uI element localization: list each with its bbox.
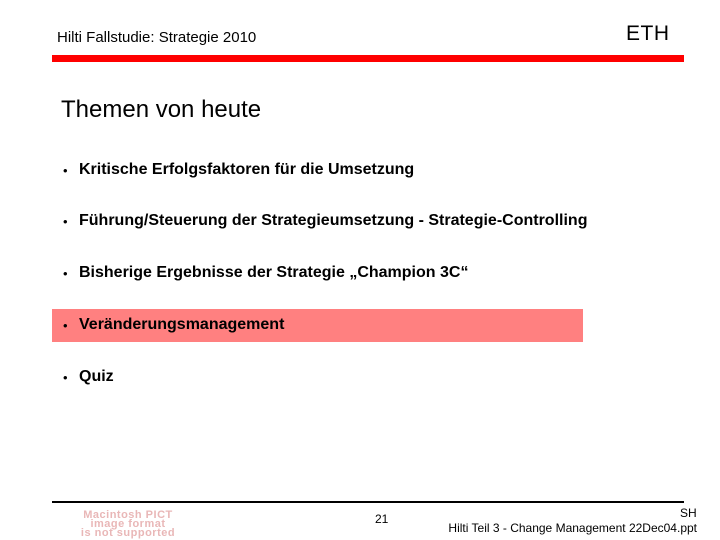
placeholder-line: Macintosh PICT [83, 509, 173, 521]
placeholder-line: is not supported [80, 527, 176, 539]
bullet-item [63, 212, 587, 230]
bullet-text: Kritische Erfolgsfaktoren für die Umsetzung [79, 161, 415, 178]
page-number: 21 [375, 512, 389, 526]
slide-header-title: Hilti Fallstudie: Strategie 2010 [57, 29, 257, 46]
bullet-item [63, 368, 114, 386]
bullet-dot: • [63, 369, 68, 385]
bullet-text: Führung/Steuerung der Strategieumsetzung - Strategie-Controlling [79, 212, 588, 229]
bullet-text: Bisherige Ergebnisse der Strategie „Champion 3C“ [79, 264, 469, 281]
bullet-item-highlighted [63, 316, 284, 334]
bullet-dot: • [63, 213, 68, 229]
bullet-dot: • [63, 265, 68, 281]
eth-logo: ETH [626, 22, 670, 45]
footer-file-name: Hilti Teil 3 - Change Management 22Dec04.ppt [448, 521, 697, 535]
bullet-text: Quiz [79, 368, 114, 385]
footer-divider [52, 501, 684, 503]
bullet-text: Veränderungsmanagement [79, 316, 285, 333]
footer-author: SH [680, 506, 697, 520]
header-divider-end [665, 55, 684, 62]
unsupported-image-placeholder [55, 511, 201, 538]
bullet-item [63, 161, 414, 179]
bullet-item [63, 264, 468, 282]
slide-heading: Themen von heute [61, 96, 262, 123]
placeholder-line: image format [90, 518, 166, 530]
bullet-dot: • [63, 162, 68, 178]
header-divider [52, 55, 684, 62]
bullet-dot: • [63, 317, 68, 333]
